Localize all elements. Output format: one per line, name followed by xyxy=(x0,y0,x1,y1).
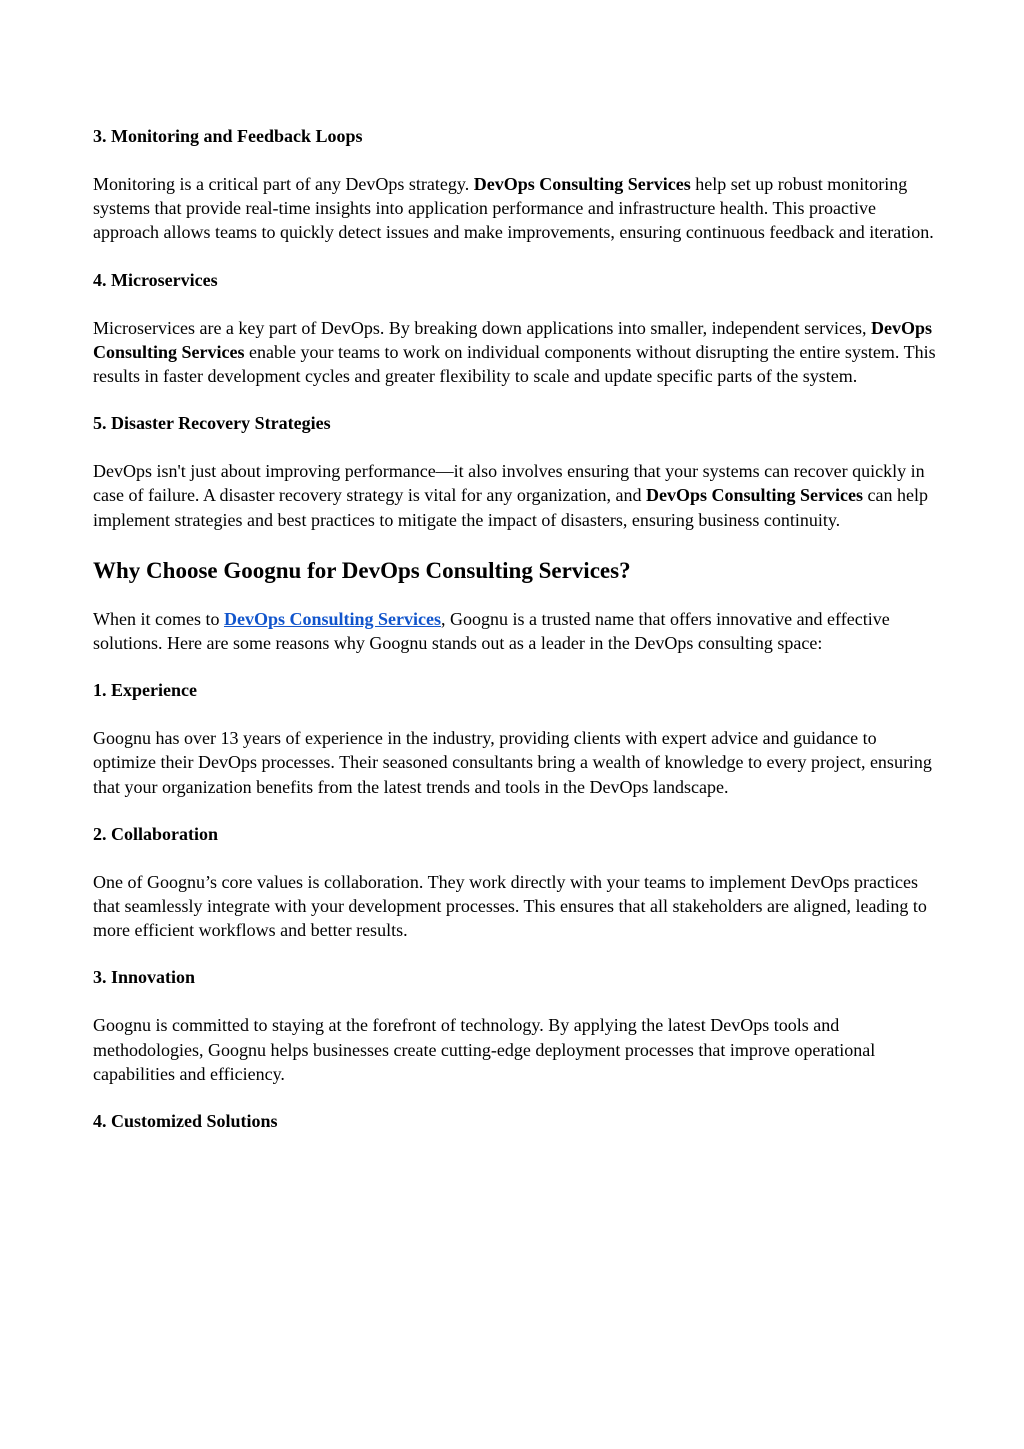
paragraph-text: can help implement strategies and best practices to mitigate the impact of disasters, ensuring business continuity. xyxy=(93,485,928,530)
section-heading-customized-solutions: 4. Customized Solutions xyxy=(93,1111,278,1132)
devops-consulting-services-link[interactable]: DevOps Consulting Services xyxy=(223,608,441,629)
paragraph-text: DevOps isn't just about improving performance—it also involves ensuring that your systems can recover quickly in case of failure. A disaster recovery strategy is vital for any organization, and xyxy=(93,461,925,506)
paragraph-why-choose xyxy=(93,607,938,655)
section-heading-collaboration: 2. Collaboration xyxy=(93,823,219,844)
paragraph-microservices xyxy=(93,316,938,389)
section-heading-innovation: 3. Innovation xyxy=(93,967,196,988)
paragraph-text: Microservices are a key part of DevOps. By breaking down applications into smaller, independent services, xyxy=(93,317,872,338)
document-page xyxy=(93,124,938,1133)
paragraph-text: enable your teams to work on individual components without disrupting the entire system. This results in faster development cycles and greater flexibility to scale and update specific parts of the system. xyxy=(93,341,936,387)
paragraph-text: , Goognu is a trusted name that offers innovative and effective solutions. Here are some reasons why Goognu stands out as a leader in the DevOps consulting space: xyxy=(93,608,890,654)
bold-term: DevOps Consulting Services xyxy=(473,174,691,194)
section-heading-disaster-recovery: 5. Disaster Recovery Strategies xyxy=(93,413,331,434)
section-heading-experience: 1. Experience xyxy=(93,680,197,701)
section-heading-microservices: 4. Microservices xyxy=(93,269,218,290)
paragraph-experience: Goognu has over 13 years of experience in the industry, providing clients with expert advice and guidance to optimize their DevOps processes. Their seasoned consultants bring a wealth of knowledge to every project, ensuring that your organization benefits from the latest trends and tools in the DevOps landscape. xyxy=(93,728,932,797)
paragraph-collaboration: One of Goognu’s core values is collaboration. They work directly with your teams to implement DevOps practices that seamlessly integrate with your development processes. This ensures that all stakeholders are aligned, leading to more efficient workflows and better results. xyxy=(93,871,927,941)
bold-term: DevOps Consulting Services xyxy=(93,317,933,362)
paragraph-text: Monitoring is a critical part of any DevOps strategy. xyxy=(93,174,474,194)
paragraph-disaster-recovery xyxy=(93,459,938,532)
paragraph-text: When it comes to xyxy=(93,608,224,629)
paragraph-monitoring xyxy=(93,172,938,245)
paragraph-innovation: Goognu is committed to staying at the forefront of technology. By applying the latest DevOps tools and methodologies, Goognu helps businesses create cutting-edge deployment processes that improve operational capabilities and efficiency. xyxy=(93,1015,876,1084)
paragraph-text: help set up robust monitoring systems that provide real-time insights into application performance and infrastructure health. This proactive approach allows teams to quickly detect issues and make improvements, ensuring continuous feedback and iteration. xyxy=(93,174,934,243)
section-heading-monitoring: 3. Monitoring and Feedback Loops xyxy=(93,126,363,146)
section-heading-why-choose: Why Choose Goognu for DevOps Consulting Services? xyxy=(93,557,631,583)
bold-term: DevOps Consulting Services xyxy=(645,485,863,506)
